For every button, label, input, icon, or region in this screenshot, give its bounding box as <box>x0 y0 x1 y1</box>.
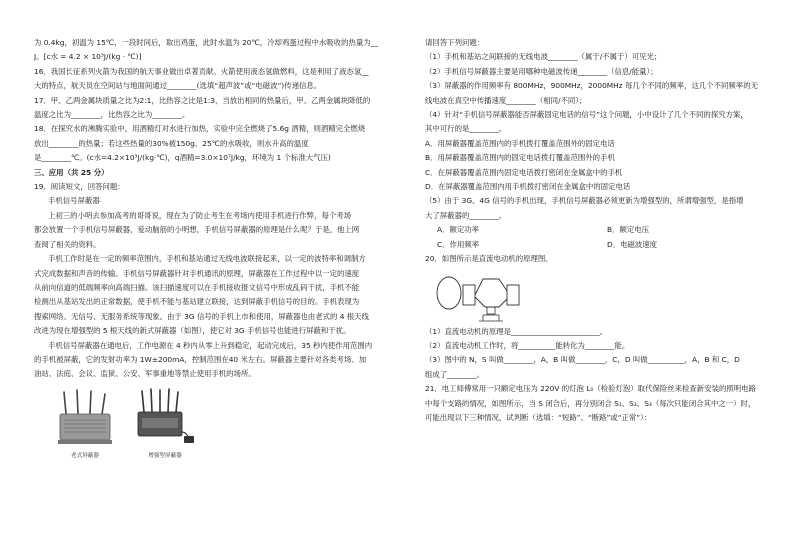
option: D．在屏蔽器覆盖范围内用手机拨打密闭在金属盒中的固定电话 <box>425 182 631 192</box>
right-column <box>425 36 771 425</box>
article-line: 手机信号屏蔽器在通电后，工作电源在 4 秒内从零上升到稳定，起动完成后，35 秒内使作用范围内 <box>48 340 373 350</box>
figure-caption: 增强型屏蔽器 <box>148 452 182 459</box>
options-grid <box>437 223 771 252</box>
text-line: 线电波在真空中传播速度________（相同/不同）； <box>425 95 587 105</box>
text-line: 温度之比为________，比热容之比为________。 <box>34 110 190 120</box>
text-line: 大了屏蔽器的________。 <box>425 210 507 220</box>
subquestion: （2）直流电动机工作时，将__________能转化为________能。 <box>425 340 630 350</box>
option: B．额定电压 <box>607 225 650 235</box>
subquestion: （3）图中的 N，S 叫做________，A，B 叫做________，C，D 叫做__________，A，B 和 C，D <box>425 355 740 365</box>
option: C．作用频率 <box>437 239 480 249</box>
article-line: 检测出从基站发出的正常数据，使手机不能与基站建立联接，达到屏蔽手机信号的目的。手机表现为 <box>34 297 360 307</box>
option: D．电磁波速度 <box>607 239 658 249</box>
text-line: 组成了________。 <box>425 369 485 379</box>
option: C．在屏蔽器覆盖范围内固定电话拨打密闭在金属盒中的手机 <box>425 167 623 177</box>
question-18: 18．在探究水的沸腾实验中，用酒精灯对水进行加热，实验中完全燃烧了5.6g 酒精，则酒精完全燃烧 <box>34 124 366 134</box>
article-line: 式完成数据和声音的传输。手机信号屏蔽器针对手机通讯的原理，屏蔽器在工作过程中以一定的速度 <box>34 268 360 278</box>
article-line: 搜索网络、无信号、无服务系统等现象。由于 3G 信号的手机上市和使用，屏蔽器也由老式的 4 根天线 <box>34 311 369 321</box>
subquestion: （2）手机信号屏蔽器主要是用哪种电磁波传递________（信息/能量）； <box>425 66 658 76</box>
text-line: 其中可行的是________。 <box>425 124 507 134</box>
question-21: 21．电工师傅常用一只额定电压为 220V 的灯泡 L₀（检验灯泡）取代保险丝来检查新安装的照明电路 <box>425 384 756 394</box>
article-line: 查阅了相关的资料。 <box>34 239 101 249</box>
dc-motor-image <box>433 269 543 323</box>
article-title: 手机信号屏蔽器 <box>48 196 100 206</box>
subquestion: （1）直流电动机的原理是________________________。 <box>425 326 608 336</box>
new-jammer-figure <box>132 388 198 460</box>
article-line: 手机工作时是在一定的频率范围内，手机和基站通过无线电波联接起来，以一定的波特率和调制方 <box>48 254 366 264</box>
left-column <box>34 36 402 460</box>
old-jammer-figure <box>52 388 118 460</box>
question-16: 16．我国长征系列火箭为我国的航天事业做出卓著贡献。火箭使用液态氢做燃料，这是利用了液态氢__ <box>34 66 369 76</box>
old-jammer-image <box>52 388 118 450</box>
article-line: 上初三的小明去参加高考的哥哥说，现在为了防止考生在考场内使用手机进行作弊，每个考场 <box>48 210 352 220</box>
question-19: 19．阅读短文，回答问题： <box>34 182 125 192</box>
text-line: 可能出现以下三种情况，试判断（选填：“短路”、“断路”或“正常”）： <box>425 412 652 422</box>
subquestion: （3）屏蔽器的作用频率有 800MHz，900MHz，2000MHz 每几个不同的频率，这几个不同频率的无 <box>425 81 758 91</box>
article-line: 油站、法庭、会议、监狱、公安、军事重地等禁止使用手机的场所。 <box>34 369 256 379</box>
article-line: 从前向信道的低端频率向高端扫描。该扫描速度可以在手机接收报文信号中形成乱码干扰，手机不能 <box>34 282 360 292</box>
article-line: 都会放置一个手机信号屏蔽器，爱动脑筋的小明想，手机信号屏蔽器的原理是什么呢？于是，他上网 <box>34 225 360 235</box>
article-line: 的手机被屏蔽，它的发射功率为 1W±200mA，控制范围在40 米左右。屏蔽器主要针对各类考场、加 <box>34 354 367 364</box>
new-jammer-image <box>132 388 198 450</box>
question-20: 20．如图所示是直流电动机的原理图。 <box>425 254 553 264</box>
text-line: 大的特点，航天员在空间站与地面间通过________(选填“超声波”或“电磁波”)传递信息。 <box>34 81 322 91</box>
article-line: 改进为现在增强型的 5 根天线的新式屏蔽器（如图），使它对 3G 手机信号也能进行屏蔽和干扰。 <box>34 326 351 336</box>
text-line: 是________℃。(c水=4.2×10³J/(kg·℃)，q酒精=3.0×10⁷J/kg，环境为 1 个标准大气压) <box>34 153 331 163</box>
subquestion: （5）由于 3G、4G 信号的手机出现，手机信号屏蔽器必须更新为增强型的，所谓增强型，是指增 <box>425 196 744 206</box>
text-line: J。[c水 = 4.2 × 10³J/(kg · ℃)] <box>34 52 142 62</box>
text-line: 为 0.4kg，初温为 15℃，一段时间后，取出鸡蛋，此时水温为 20℃，冷却鸡蛋过程中水吸收的热量为__ <box>34 38 379 47</box>
dc-motor-diagram <box>433 269 771 323</box>
subquestion: （4）针对“手机信号屏蔽器能否屏蔽固定电话的信号”这个问题，小中设计了几个不同的探究方案， <box>425 110 748 120</box>
option: A．额定功率 <box>437 225 480 235</box>
text-line: 中每个支路的情况，如图所示，当 S 闭合后，再分别闭合 S₁、S₂、S₃（每次只能闭合其中之一）时， <box>425 398 756 408</box>
text-line: 请回答下列问题： <box>425 38 485 47</box>
text-line: 放出________的热量；若这些热量的30%被150g、25℃的水吸收，则水升高的温度 <box>34 138 309 148</box>
option: A．用屏蔽器覆盖范围内的手机拨打覆盖范围外的固定电话 <box>425 138 615 148</box>
option: B．用屏蔽器覆盖范围内的固定电话拨打覆盖范围外的手机 <box>425 153 615 163</box>
jammer-figures <box>52 388 402 460</box>
question-17: 17．甲、乙两金属块质量之比为2:1，比热容之比是1:3，当放出相同的热量后，甲、乙两金属块降低的 <box>34 95 371 105</box>
figure-caption: 老式屏蔽器 <box>71 452 99 459</box>
section-heading: 三、应用（共 25 分） <box>34 167 109 177</box>
subquestion: （1）手机和基站之间联接的无线电波________（属于/不属于）可见光； <box>425 52 662 62</box>
